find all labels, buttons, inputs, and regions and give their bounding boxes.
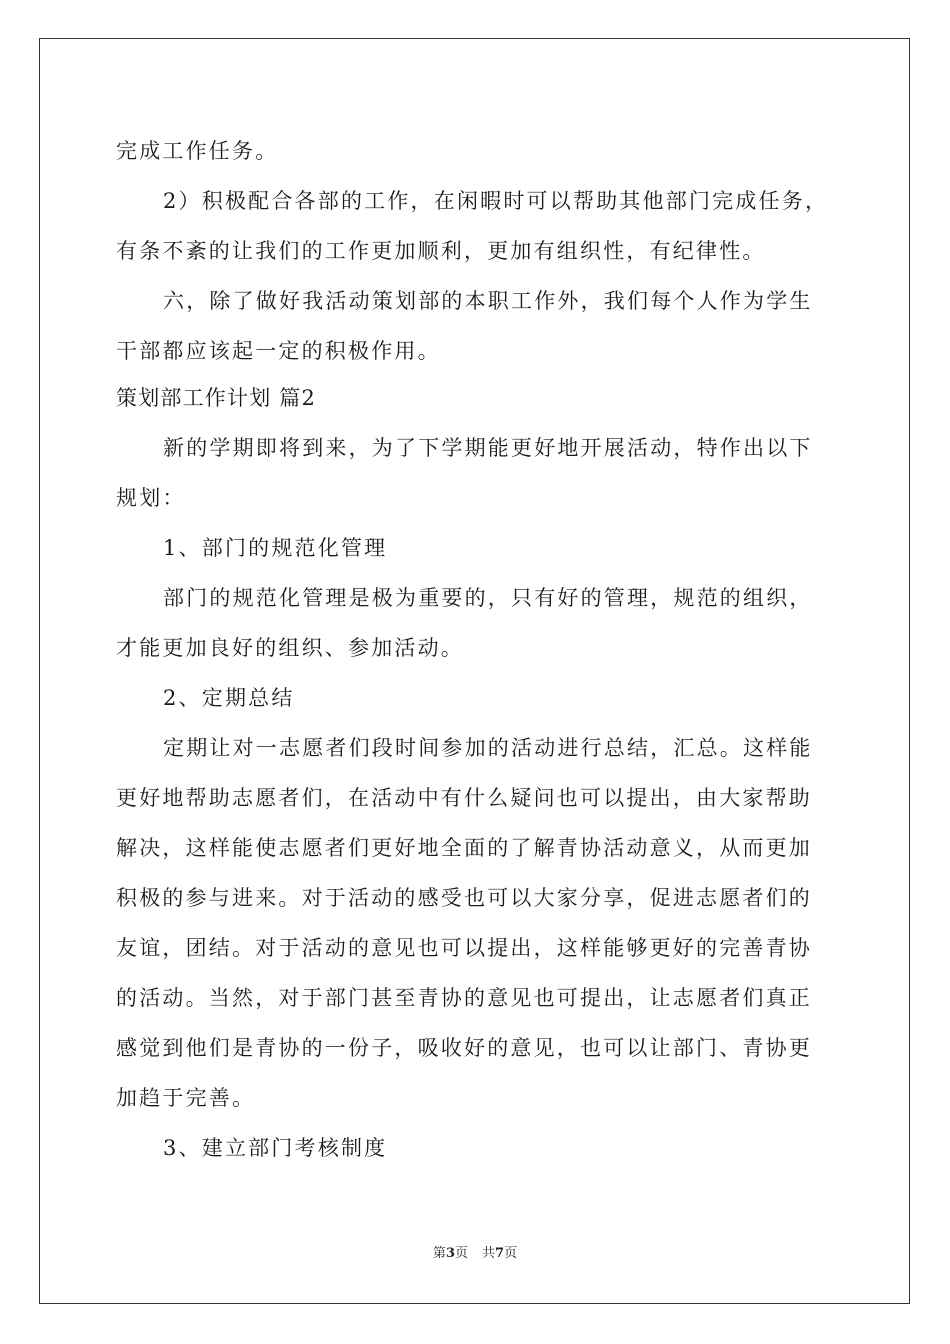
paragraph-line: 加趋于完善。 (116, 1086, 256, 1110)
paragraph-line: 有条不紊的让我们的工作更加顺利，更加有组织性，有纪律性。 (116, 239, 766, 263)
total-suffix: 页 (504, 1246, 518, 1261)
paragraph-line: 新的学期即将到来，为了下学期能更好地开展活动，特作出以下 (163, 436, 813, 460)
page-border (39, 38, 910, 1304)
total-pages: 7 (495, 1246, 505, 1261)
paragraph-line: 定期让对一志愿者们段时间参加的活动进行总结，汇总。这样能 (163, 736, 813, 760)
paragraph-line: 才能更加良好的组织、参加活动。 (116, 636, 464, 660)
subheading: 1、部门的规范化管理 (163, 536, 388, 560)
paragraph-line: 解决，这样能使志愿者们更好地全面的了解青协活动意义，从而更加 (116, 836, 812, 860)
paragraph-line: 完成工作任务。 (116, 139, 279, 163)
section-heading: 策划部工作计划 篇2 (116, 386, 317, 410)
total-prefix: 共 (482, 1246, 496, 1261)
subheading: 2、定期总结 (163, 686, 295, 710)
paragraph-line: 的活动。当然，对于部门甚至青协的意见也可提出，让志愿者们真正 (116, 986, 812, 1010)
paragraph-line: 干部都应该起一定的积极作用。 (116, 339, 441, 363)
page-number: 3 (445, 1246, 455, 1261)
paragraph-line: 规划： (116, 486, 186, 510)
page-suffix: 页 (454, 1246, 468, 1261)
page-footer (0, 1245, 950, 1263)
paragraph-line: 六，除了做好我活动策划部的本职工作外，我们每个人作为学生 (163, 289, 813, 313)
paragraph-line: 2）积极配合各部的工作，在闲暇时可以帮助其他部门完成任务， (163, 189, 829, 213)
page-prefix: 第 (432, 1246, 446, 1261)
paragraph-line: 更好地帮助志愿者们，在活动中有什么疑问也可以提出，由大家帮助 (116, 786, 812, 810)
paragraph-line: 积极的参与进来。对于活动的感受也可以大家分享，促进志愿者们的 (116, 886, 812, 910)
paragraph-line: 感觉到他们是青协的一份子，吸收好的意见，也可以让部门、青协更 (116, 1036, 812, 1060)
paragraph-line: 部门的规范化管理是极为重要的，只有好的管理，规范的组织， (163, 586, 813, 610)
subheading: 3、建立部门考核制度 (163, 1136, 388, 1160)
paragraph-line: 友谊，团结。对于活动的意见也可以提出，这样能够更好的完善青协 (116, 936, 812, 960)
